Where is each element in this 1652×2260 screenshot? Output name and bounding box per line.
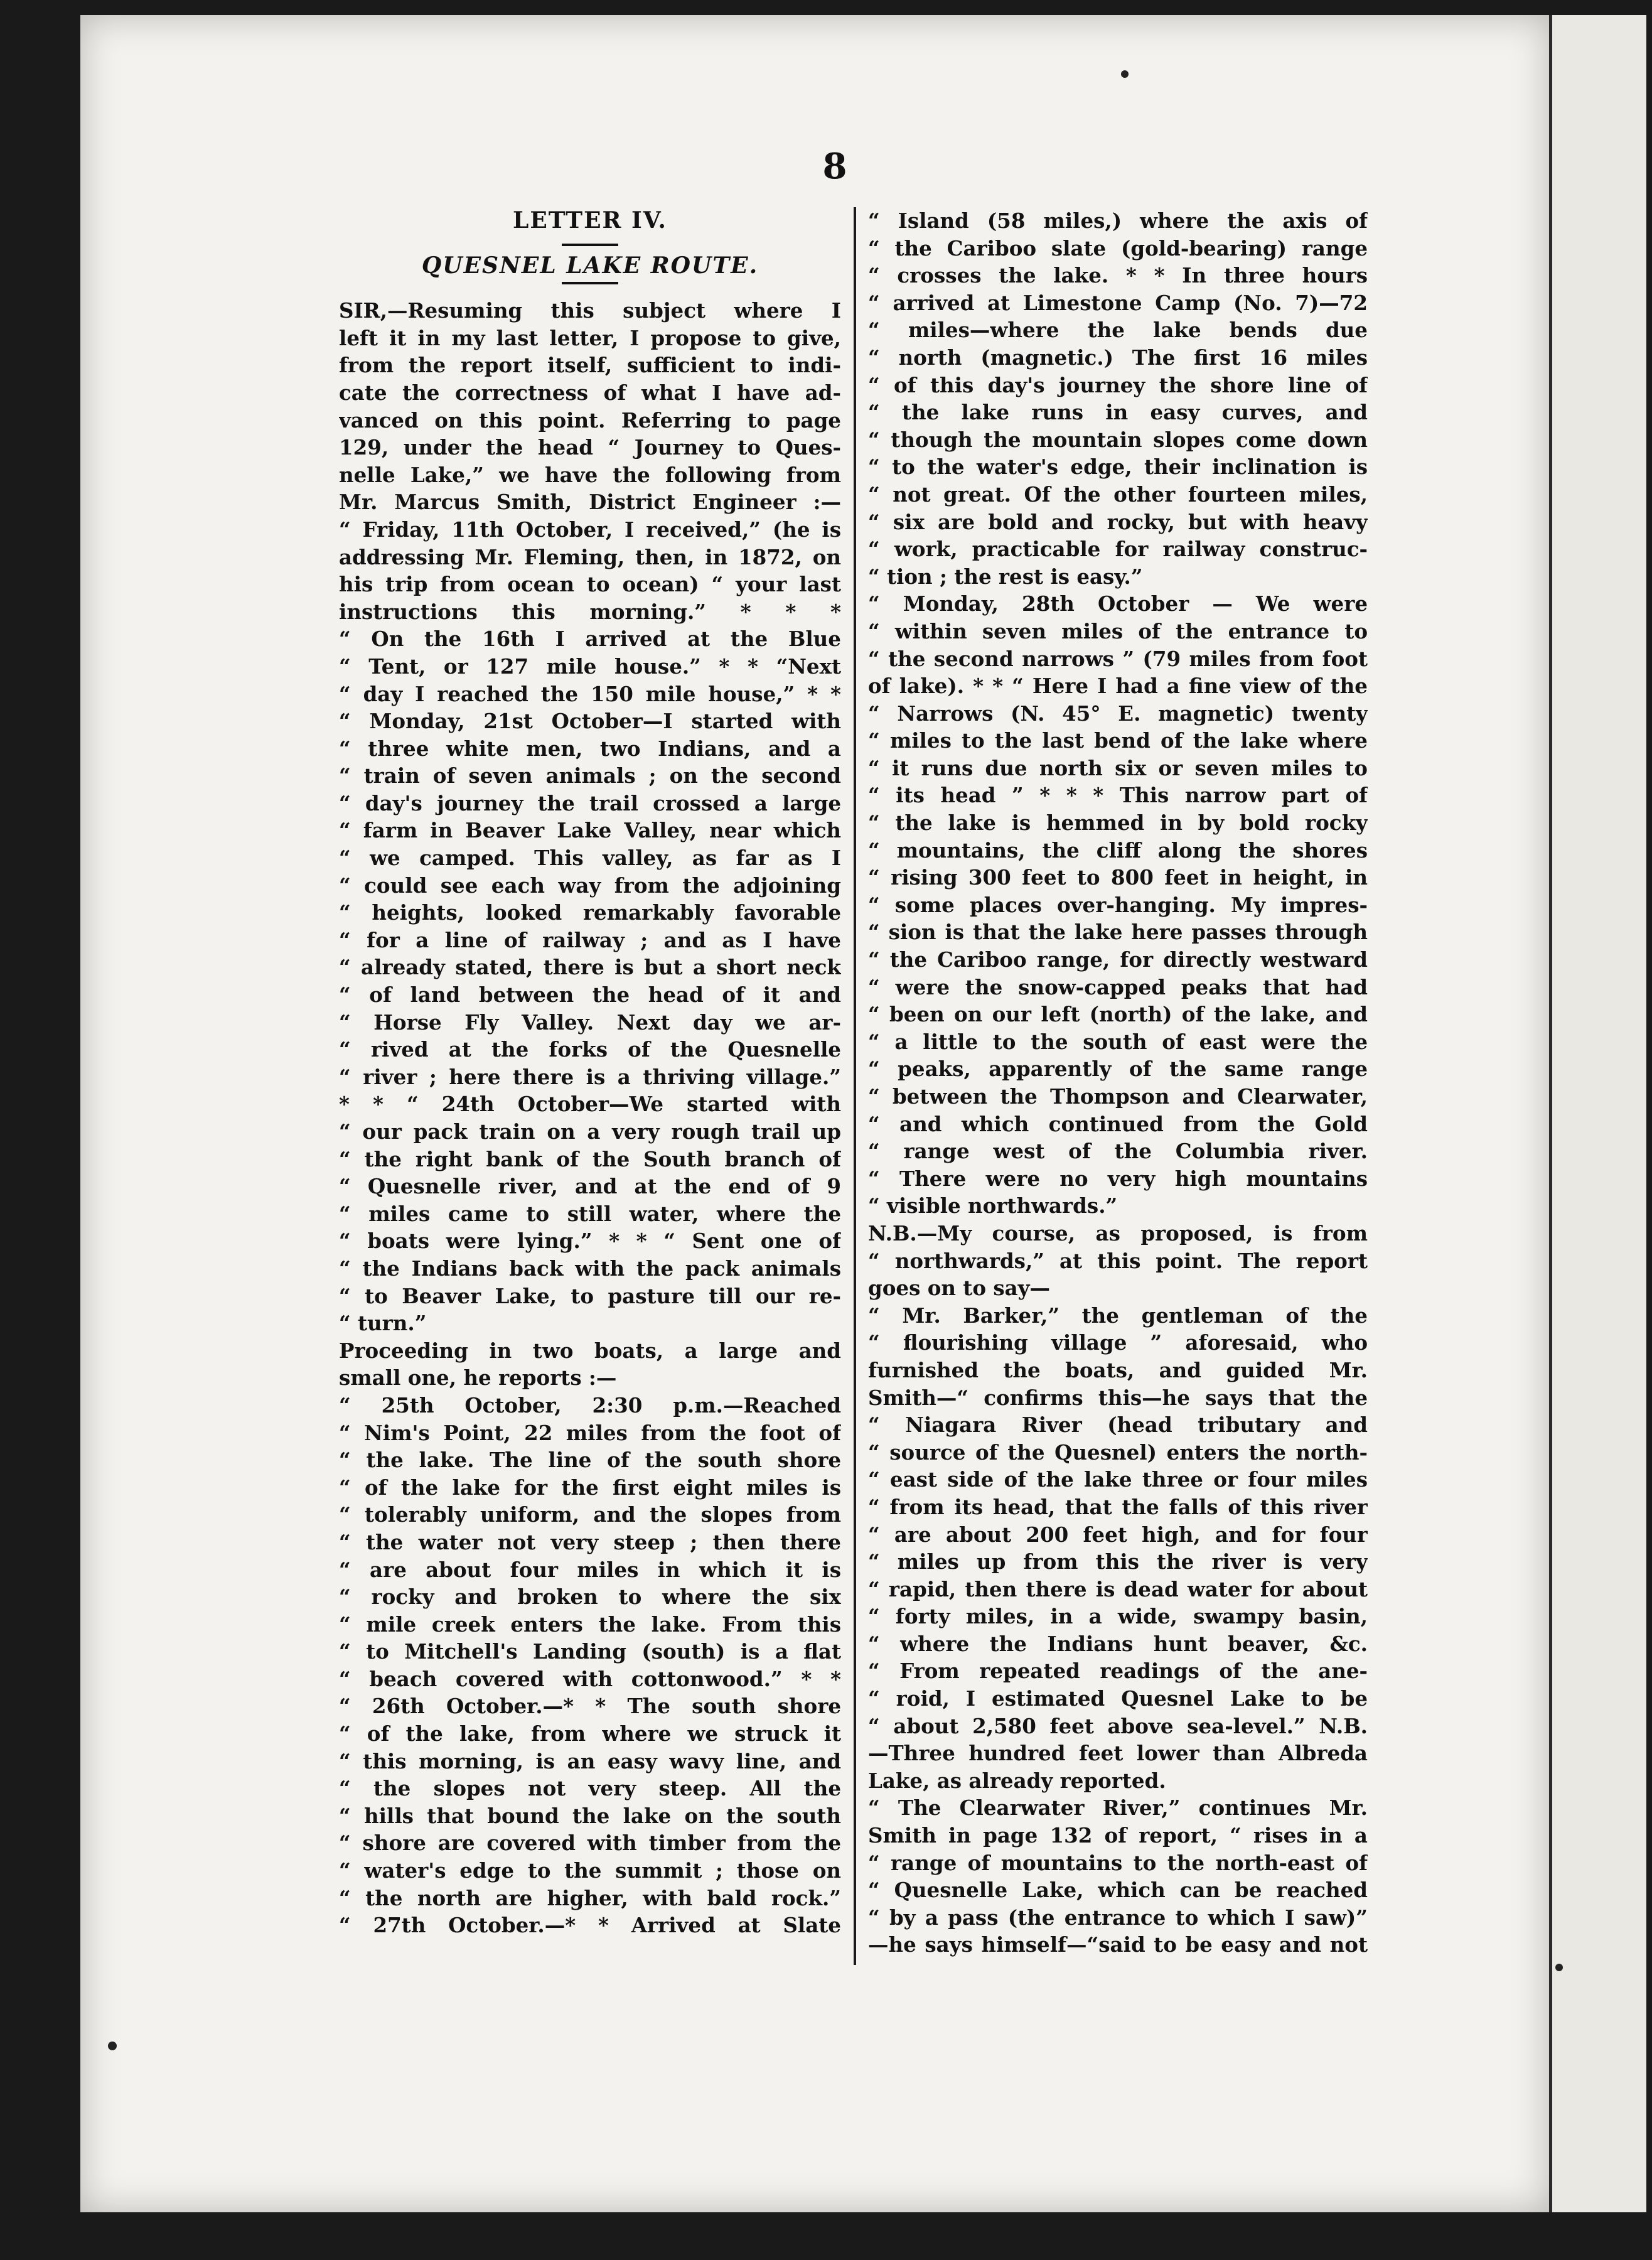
text-line: “ farm in Beaver Lake Valley, near which xyxy=(339,818,841,843)
text-line: “ this morning, is an easy wavy line, and xyxy=(339,1748,841,1773)
right-column xyxy=(868,207,1368,1959)
text-line: N.B.—My course, as proposed, is from xyxy=(868,1220,1368,1246)
text-line: * * “ 24th October—We started with xyxy=(339,1092,841,1117)
text-line: “ tion ; the rest is easy.” xyxy=(868,564,1143,589)
text-line: “ it runs due north six or seven miles to xyxy=(868,755,1368,780)
ink-speck xyxy=(1121,70,1129,78)
text-line: vanced on this point. Referring to page xyxy=(339,407,841,433)
text-line: “ some places over-hanging. My impres- xyxy=(868,892,1368,917)
text-line: “ 25th October, 2:30 p.m.—Reached xyxy=(339,1392,841,1418)
text-line: “ range of mountains to the north-east of xyxy=(868,1850,1368,1875)
text-line: nelle Lake,” we have the following from xyxy=(339,462,841,487)
route-heading: QUESNEL LAKE ROUTE. xyxy=(421,252,759,279)
text-line: “ mile creek enters the lake. From this xyxy=(339,1612,841,1637)
text-line: “ miles—where the lake bends due xyxy=(868,318,1368,343)
text-line: “ Narrows (N. 45° E. magnetic) twenty xyxy=(868,701,1368,726)
text-line: “ Quesnelle river, and at the end of 9 xyxy=(339,1174,841,1199)
text-line: “ tolerably uniform, and the slopes from xyxy=(339,1502,841,1527)
text-line: “ the lake runs in easy curves, and xyxy=(868,400,1368,425)
text-line: “ miles came to still water, where the xyxy=(339,1201,841,1226)
text-line: “ six are bold and rocky, but with heavy xyxy=(868,509,1368,534)
text-line: Proceeding in two boats, a large and xyxy=(339,1338,841,1363)
text-line: “ rapid, then there is dead water for about xyxy=(868,1576,1368,1601)
text-line: “ Island (58 miles,) where the axis of xyxy=(868,208,1368,233)
text-line: left it in my last letter, I propose to give, xyxy=(339,325,841,350)
column-divider xyxy=(854,207,856,1965)
text-line: “ of the lake, from where we struck it xyxy=(339,1721,841,1746)
text-line: “ three white men, two Indians, and a xyxy=(339,736,841,761)
text-line: “ visible northwards.” xyxy=(868,1193,1118,1219)
text-line: “ mountains, the cliff along the shores xyxy=(868,837,1368,863)
text-line: “ range west of the Columbia river. xyxy=(868,1139,1368,1164)
text-line: Mr. Marcus Smith, District Engineer :— xyxy=(339,490,841,515)
text-line: SIR,—Resuming this subject where I xyxy=(339,298,841,323)
text-line: “ and which continued from the Gold xyxy=(868,1111,1368,1136)
text-line: “ The Clearwater River,” continues Mr. xyxy=(868,1795,1368,1821)
text-line: “ the slopes not very steep. All the xyxy=(339,1776,841,1801)
text-line: “ of the lake for the first eight miles is xyxy=(339,1475,841,1500)
text-line: “ Monday, 21st October—I started with xyxy=(339,709,841,734)
text-line: “ 27th October.—* * Arrived at Slate xyxy=(339,1913,841,1938)
text-line: “ though the mountain slopes come down xyxy=(868,427,1368,452)
text-line: “ Monday, 28th October — We were xyxy=(868,591,1368,616)
text-line: “ were the snow-capped peaks that had xyxy=(868,974,1368,999)
text-line: —he says himself—“said to be easy and not xyxy=(868,1932,1368,1957)
text-line: “ not great. Of the other fourteen miles, xyxy=(868,482,1368,507)
text-line: “ sion is that the lake here passes through xyxy=(868,920,1368,945)
text-line: “ work, practicable for railway construc- xyxy=(868,537,1368,562)
text-line: “ from its head, that the falls of this river xyxy=(868,1494,1368,1519)
subheading-rule xyxy=(562,282,618,284)
text-line: “ rived at the forks of the Quesnelle xyxy=(339,1037,841,1062)
text-line: “ are about four miles in which it is xyxy=(339,1557,841,1582)
ink-speck xyxy=(108,2042,117,2050)
text-line: “ miles to the last bend of the lake where xyxy=(868,728,1368,753)
text-line: “ Nim's Point, 22 miles from the foot of xyxy=(339,1420,841,1445)
text-line: furnished the boats, and guided Mr. xyxy=(868,1357,1368,1382)
text-line: “ could see each way from the adjoining xyxy=(339,873,841,898)
text-line: “ rising 300 feet to 800 feet in height, in xyxy=(868,865,1368,890)
text-line: “ peaks, apparently of the same range xyxy=(868,1057,1368,1082)
text-line: “ within seven miles of the entrance to xyxy=(868,618,1368,643)
letter-heading: LETTER IV. xyxy=(513,207,667,234)
text-line: “ a little to the south of east were the xyxy=(868,1029,1368,1054)
text-line: “ about 2,580 feet above sea-level.” N.B. xyxy=(868,1713,1368,1738)
text-line: Smith in page 132 of report, “ rises in a xyxy=(868,1823,1368,1848)
text-line: “ we camped. This valley, as far as I xyxy=(339,846,841,871)
text-line: “ day's journey the trail crossed a large xyxy=(339,790,841,815)
text-line: “ are about 200 feet high, and for four xyxy=(868,1522,1368,1547)
text-line: “ the Cariboo slate (gold-bearing) range xyxy=(868,235,1368,261)
text-line: “ the Indians back with the pack animals xyxy=(339,1256,841,1281)
page-number: 8 xyxy=(822,146,847,187)
text-line: “ our pack train on a very rough trail up xyxy=(339,1119,841,1144)
text-line: “ the lake is hemmed in by bold rocky xyxy=(868,810,1368,836)
text-line: “ for a line of railway ; and as I have xyxy=(339,927,841,952)
text-line: “ to Beaver Lake, to pasture till our re- xyxy=(339,1283,841,1308)
text-line: “ Tent, or 127 mile house.” * * “Next xyxy=(339,654,841,679)
text-line: cate the correctness of what I have ad- xyxy=(339,380,841,405)
text-line: instructions this morning.” * * * xyxy=(339,599,841,624)
text-line: “ the right bank of the South branch of xyxy=(339,1146,841,1171)
text-line: his trip from ocean to ocean) “ your last xyxy=(339,572,841,597)
text-line: “ of land between the head of it and xyxy=(339,982,841,1008)
text-line: “ shore are covered with timber from the xyxy=(339,1831,841,1856)
text-line: “ been on our left (north) of the lake, and xyxy=(868,1002,1368,1027)
text-line: “ Quesnelle Lake, which can be reached xyxy=(868,1878,1368,1903)
heading-rule xyxy=(562,244,618,246)
text-line: “ 26th October.—* * The south shore xyxy=(339,1694,841,1719)
text-line: “ between the Thompson and Clearwater, xyxy=(868,1084,1368,1109)
text-line: “ the second narrows ” (79 miles from foot xyxy=(868,646,1368,671)
text-line: “ the Cariboo range, for directly westward xyxy=(868,947,1368,972)
text-line: goes on to say— xyxy=(868,1276,1051,1301)
text-line: “ river ; here there is a thriving village.” xyxy=(339,1064,841,1089)
text-line: “ the water not very steep ; then there xyxy=(339,1529,841,1554)
text-line: “ boats were lying.” * * “ Sent one of xyxy=(339,1229,841,1254)
text-line: “ northwards,” at this point. The report xyxy=(868,1248,1368,1273)
text-line: 129, under the head “ Journey to Ques- xyxy=(339,435,841,460)
text-line: “ by a pass (the entrance to which I saw)” xyxy=(868,1905,1368,1930)
text-line: “ north (magnetic.) The first 16 miles xyxy=(868,345,1368,370)
text-line: “ the north are higher, with bald rock.” xyxy=(339,1885,841,1910)
text-line: “ east side of the lake three or four miles xyxy=(868,1467,1368,1492)
text-line: “ beach covered with cottonwood.” * * xyxy=(339,1666,841,1691)
text-line: “ From repeated readings of the ane- xyxy=(868,1659,1368,1684)
text-line: “ crosses the lake. * * In three hours xyxy=(868,263,1368,288)
text-line: “ Horse Fly Valley. Next day we ar- xyxy=(339,1009,841,1035)
text-line: “ There were no very high mountains xyxy=(868,1166,1368,1191)
text-line: “ source of the Quesnel) enters the north- xyxy=(868,1439,1368,1465)
text-line: “ train of seven animals ; on the second xyxy=(339,763,841,788)
text-line: “ forty miles, in a wide, swampy basin, xyxy=(868,1604,1368,1629)
text-line: “ where the Indians hunt beaver, &c. xyxy=(868,1631,1368,1656)
text-line: “ miles up from this the river is very xyxy=(868,1549,1368,1574)
text-line: small one, he reports :— xyxy=(339,1365,617,1391)
text-line: “ On the 16th I arrived at the Blue xyxy=(339,627,841,652)
text-line: “ heights, looked remarkably favorable xyxy=(339,900,841,925)
text-line: from the report itself, sufficient to indi- xyxy=(339,353,841,378)
text-line: “ turn.” xyxy=(339,1311,427,1336)
ink-speck xyxy=(1555,1964,1563,1971)
text-line: “ to the water's edge, their inclination is xyxy=(868,455,1368,480)
left-column-text xyxy=(339,297,841,1939)
text-line: “ rocky and broken to where the six xyxy=(339,1585,841,1610)
text-line: Lake, as already reported. xyxy=(868,1768,1166,1793)
text-line: “ already stated, there is but a short neck xyxy=(339,955,841,980)
text-line: “ flourishing village ” aforesaid, who xyxy=(868,1330,1368,1355)
text-line: “ the lake. The line of the south shore xyxy=(339,1448,841,1473)
text-line: —Three hundred feet lower than Albreda xyxy=(868,1741,1368,1766)
text-line: “ hills that bound the lake on the south xyxy=(339,1803,841,1828)
text-line: “ to Mitchell's Landing (south) is a flat xyxy=(339,1639,841,1664)
right-column-text xyxy=(868,207,1368,1959)
text-line: “ its head ” * * * This narrow part of xyxy=(868,783,1368,808)
text-line: “ Mr. Barker,” the gentleman of the xyxy=(868,1303,1368,1328)
text-line: “ Friday, 11th October, I received,” (he is xyxy=(339,517,841,542)
text-line: “ Niagara River (head tributary and xyxy=(868,1412,1368,1438)
text-line: “ roid, I estimated Quesnel Lake to be xyxy=(868,1686,1368,1711)
text-line: of lake). * * “ Here I had a fine view of the xyxy=(868,674,1368,699)
text-line: “ arrived at Limestone Camp (No. 7)—72 xyxy=(868,290,1368,315)
text-line: addressing Mr. Fleming, then, in 1872, on xyxy=(339,544,841,569)
text-line: “ day I reached the 150 mile house,” * * xyxy=(339,681,841,706)
text-line: “ water's edge to the summit ; those on xyxy=(339,1858,841,1883)
adjacent-page-edge xyxy=(1549,15,1646,2212)
text-line: “ of this day's journey the shore line of xyxy=(868,372,1368,397)
left-column xyxy=(339,207,841,1939)
text-line: Smith—“ confirms this—he says that the xyxy=(868,1385,1368,1410)
